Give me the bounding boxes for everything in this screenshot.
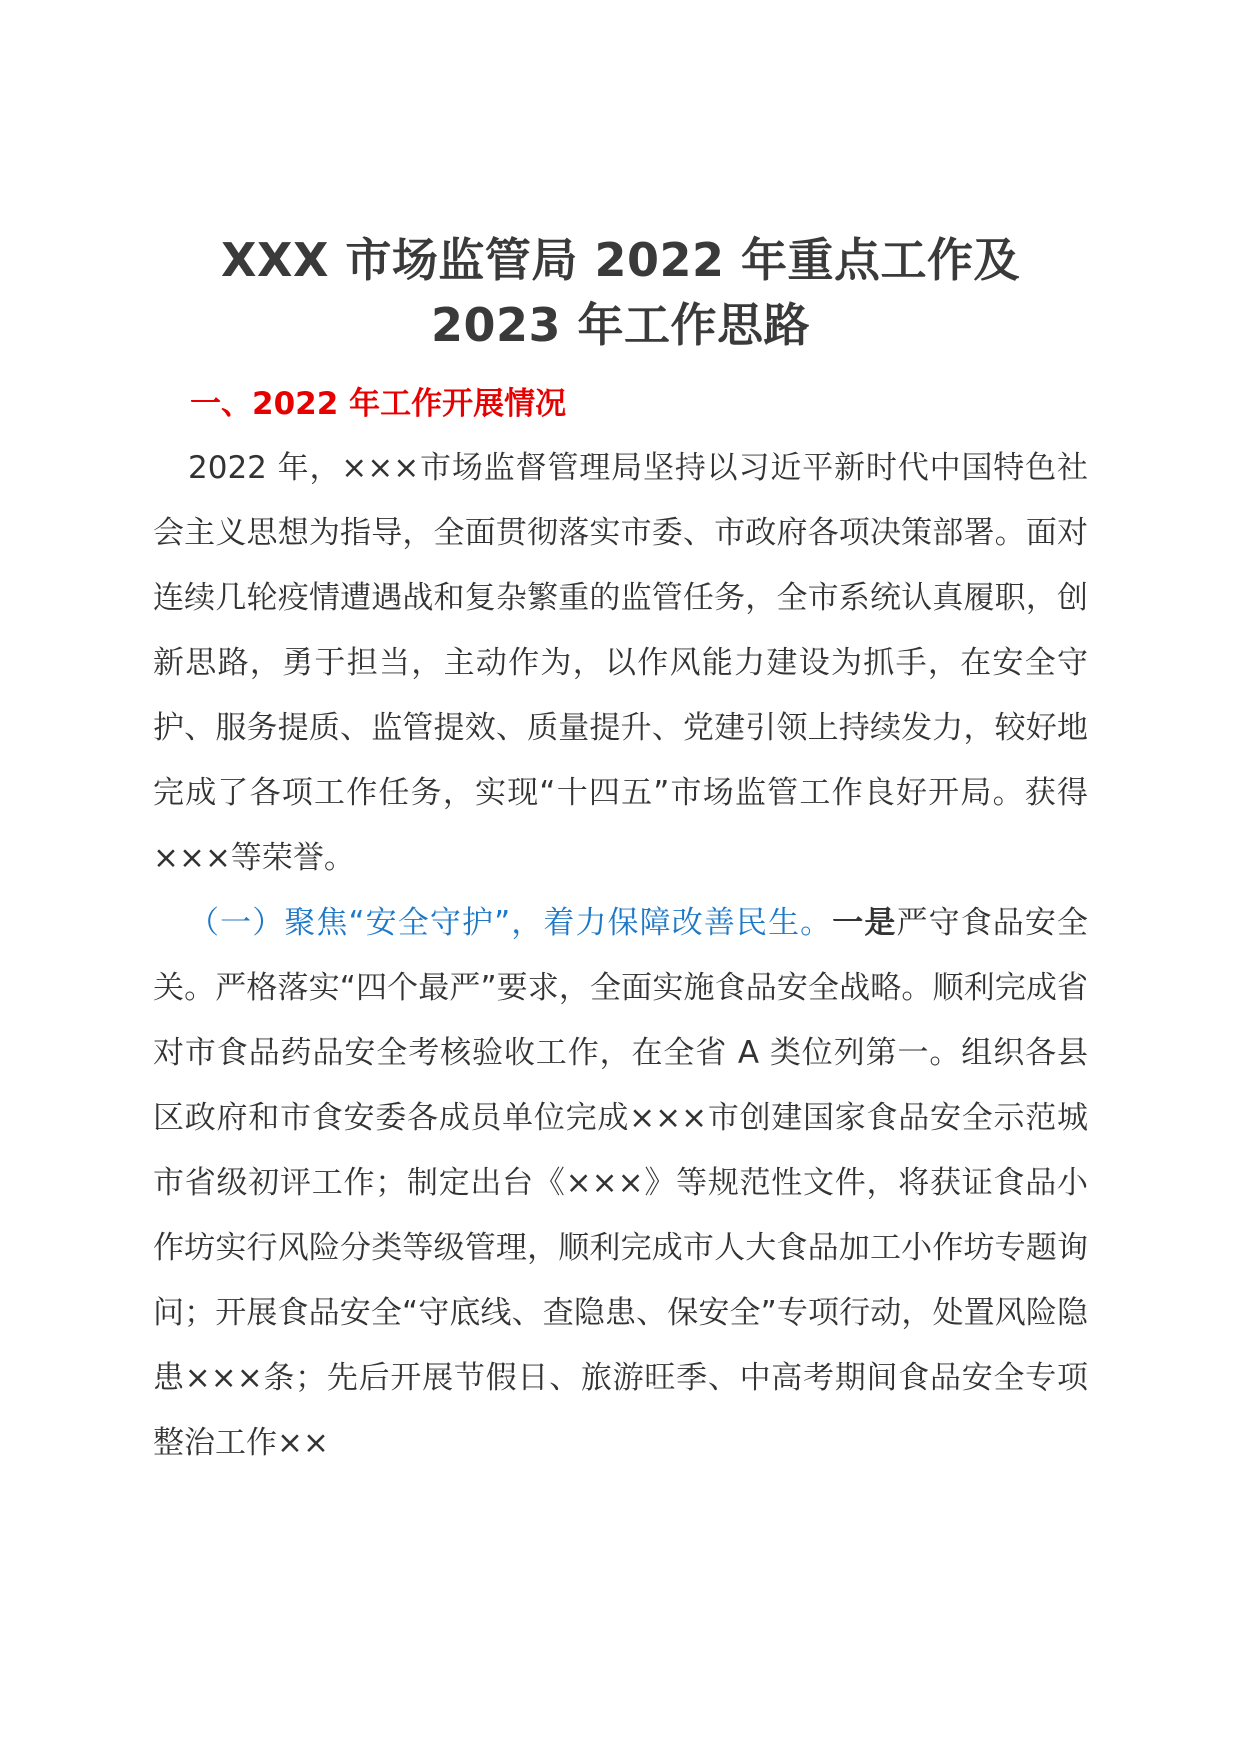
subsection-body: 严守食品安全关。严格落实“四个最严”要求，全面实施食品安全战略。顺利完成省对市食品药品安全考核验收工作，在全省 A 类位列第一。组织各县区政府和市食安委各成员单位完成×××市创建国家食品安全示范城市省级初评工作；制定出台《×××》等规范性文件，将获证食品小作坊实行风险分类等级管理，顺利完成市人大食品加工小作坊专题询问；开展食品安全“守底线、查隐患、保安全”专项行动，处置风险隐患×××条；先后开展节假日、旅游旺季、中高考期间食品安全专项整治工作××	[153, 905, 1089, 1461]
subsection-heading: （一）聚焦“安全守护”，着力保障改善民生。	[188, 905, 833, 941]
section-heading: 一、2022 年工作开展情况	[190, 386, 567, 422]
document-page	[153, 228, 1088, 1476]
intro-paragraph: 2022 年，×××市场监督管理局坚持以习近平新时代中国特色社会主义思想为指导，全面贯彻落实市委、市政府各项决策部署。面对连续几轮疫情遭遇战和复杂繁重的监管任务，全市系统认真履职，创新思路，勇于担当，主动作为，以作风能力建设为抓手，在安全守护、服务提质、监管提效、质量提升、党建引领上持续发力，较好地完成了各项工作任务，实现“十四五”市场监管工作良好开局。获得×××等荣誉。	[153, 450, 1088, 876]
document-title: XXX 市场监管局 2022 年重点工作及 2023 年工作思路	[221, 233, 1020, 352]
subsection-lead: 一是	[832, 905, 897, 941]
subsection-paragraph	[153, 891, 1088, 1476]
